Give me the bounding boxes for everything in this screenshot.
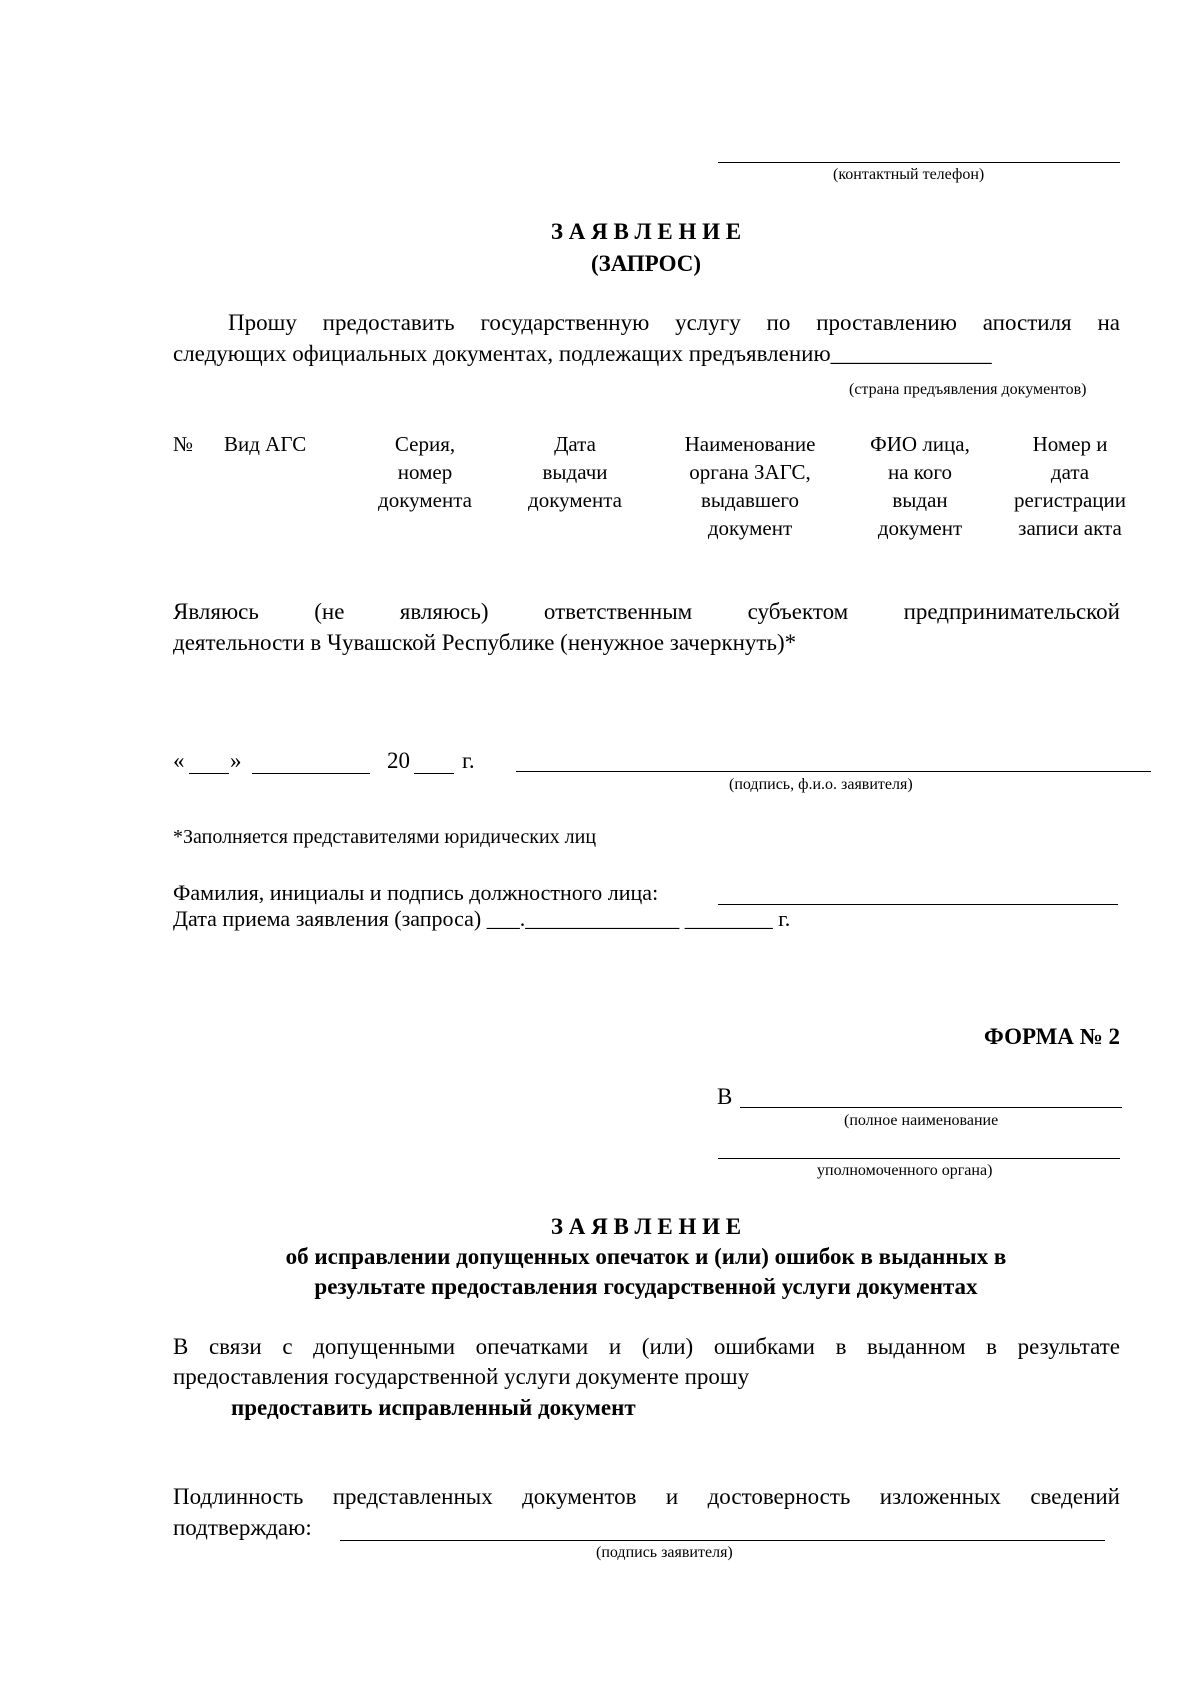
table-header-number — [173, 430, 193, 458]
form1-subtitle: (ЗАПРОС) — [590, 251, 702, 276]
header-line: выдавшего — [700, 488, 800, 512]
header-line: Вид АГС — [224, 432, 307, 456]
applicant-signature-line[interactable] — [516, 771, 1151, 772]
form-number: ФОРМА № 2 — [984, 1024, 1120, 1049]
contact-phone-caption: (контактный телефон) — [833, 166, 985, 183]
header-line: № — [173, 432, 194, 456]
org-caption-1: (полное наименование — [844, 1112, 999, 1129]
header-line: ФИО лица, — [870, 432, 970, 456]
request-line-1: Прошу предоставить государственную услугу по проставлению апостиля на — [228, 310, 1120, 335]
header-line: выдачи — [542, 460, 608, 484]
applicant-signature-caption: (подпись заявителя) — [596, 1544, 733, 1561]
date-day-blank[interactable] — [189, 773, 229, 774]
official-label: Фамилия, инициалы и подпись должностного лица: — [173, 880, 659, 905]
table-header-record-number-date — [1000, 430, 1140, 542]
header-line: выдан — [892, 488, 948, 512]
header-line: номер — [397, 460, 453, 484]
body-line-3: предоставить исправленный документ — [231, 1395, 636, 1420]
header-line: документ — [707, 516, 793, 540]
footnote: *Заполняется представителями юридических лиц — [173, 826, 597, 848]
header-line: документ — [877, 516, 963, 540]
body-line-2: предоставления государственной услуги документе прошу — [173, 1364, 750, 1389]
request-line-2-text: следующих официальных документах, подлежащих предъявлению — [173, 341, 831, 366]
header-line: документа — [378, 488, 472, 512]
table-header-ags-type — [224, 430, 306, 458]
addressee-line-2[interactable] — [718, 1158, 1120, 1159]
body-line-1: В связи с допущенными опечатками и (или) ошибками в выданном в результате — [173, 1334, 1120, 1359]
table-header-issue-date — [515, 430, 635, 514]
table-header-series-number — [365, 430, 485, 514]
header-line: органа ЗАГС, — [689, 460, 811, 484]
authenticity-line-1: Подлинность представленных документов и достоверность изложенных сведений — [173, 1484, 1120, 1509]
date-open-quote: « — [173, 748, 185, 773]
table-header-person-name — [855, 430, 985, 542]
status-line-2: деятельности в Чувашской Республике (ненужное зачеркнуть)* — [173, 630, 797, 655]
form2-subtitle-2: результате предоставления государственной услуги документах — [314, 1274, 978, 1299]
official-signature-line[interactable] — [718, 904, 1118, 905]
header-line: регистрации — [1014, 488, 1126, 512]
authenticity-label: подтверждаю: — [173, 1515, 312, 1540]
header-line: документа — [528, 488, 622, 512]
org-caption-2: уполномоченного органа) — [817, 1162, 993, 1179]
header-line: записи акта — [1018, 516, 1122, 540]
date-year-prefix: 20 — [387, 748, 410, 773]
header-line: Серия, — [394, 432, 456, 456]
request-line-2 — [173, 341, 992, 367]
header-line: Наименование — [684, 432, 816, 456]
header-line: Номер и — [1032, 432, 1108, 456]
header-line: Дата — [554, 432, 596, 456]
date-month-blank[interactable] — [252, 773, 370, 774]
date-year-suffix: г. — [462, 748, 475, 773]
status-line-1: Являюсь (не являюсь) ответственным субъектом предпринимательской — [173, 599, 1120, 624]
date-year-blank[interactable] — [414, 773, 454, 774]
table-header-registry-office — [665, 430, 835, 542]
date-close-quote: » — [230, 748, 242, 773]
contact-phone-line[interactable] — [718, 162, 1120, 163]
form2-title: З А Я В Л Е Н И Е — [550, 1214, 742, 1239]
header-line: дата — [1050, 460, 1090, 484]
receipt-date[interactable]: Дата приема заявления (запроса) ___.______________ ________ г. — [173, 906, 791, 931]
country-blank[interactable]: ______________ — [830, 341, 992, 366]
addressee-line[interactable] — [740, 1107, 1122, 1108]
country-caption: (страна предъявления документов) — [849, 381, 1087, 398]
form2-subtitle-1: об исправлении допущенных опечаток и (или) ошибок в выданных в — [285, 1244, 1007, 1269]
header-line: на кого — [887, 460, 953, 484]
form1-title: З А Я В Л Е Н И Е — [550, 219, 742, 244]
addressee-prefix: В — [717, 1084, 733, 1109]
signature-caption: (подпись, ф.и.о. заявителя) — [729, 776, 913, 793]
authenticity-signature-line[interactable] — [340, 1540, 1105, 1541]
